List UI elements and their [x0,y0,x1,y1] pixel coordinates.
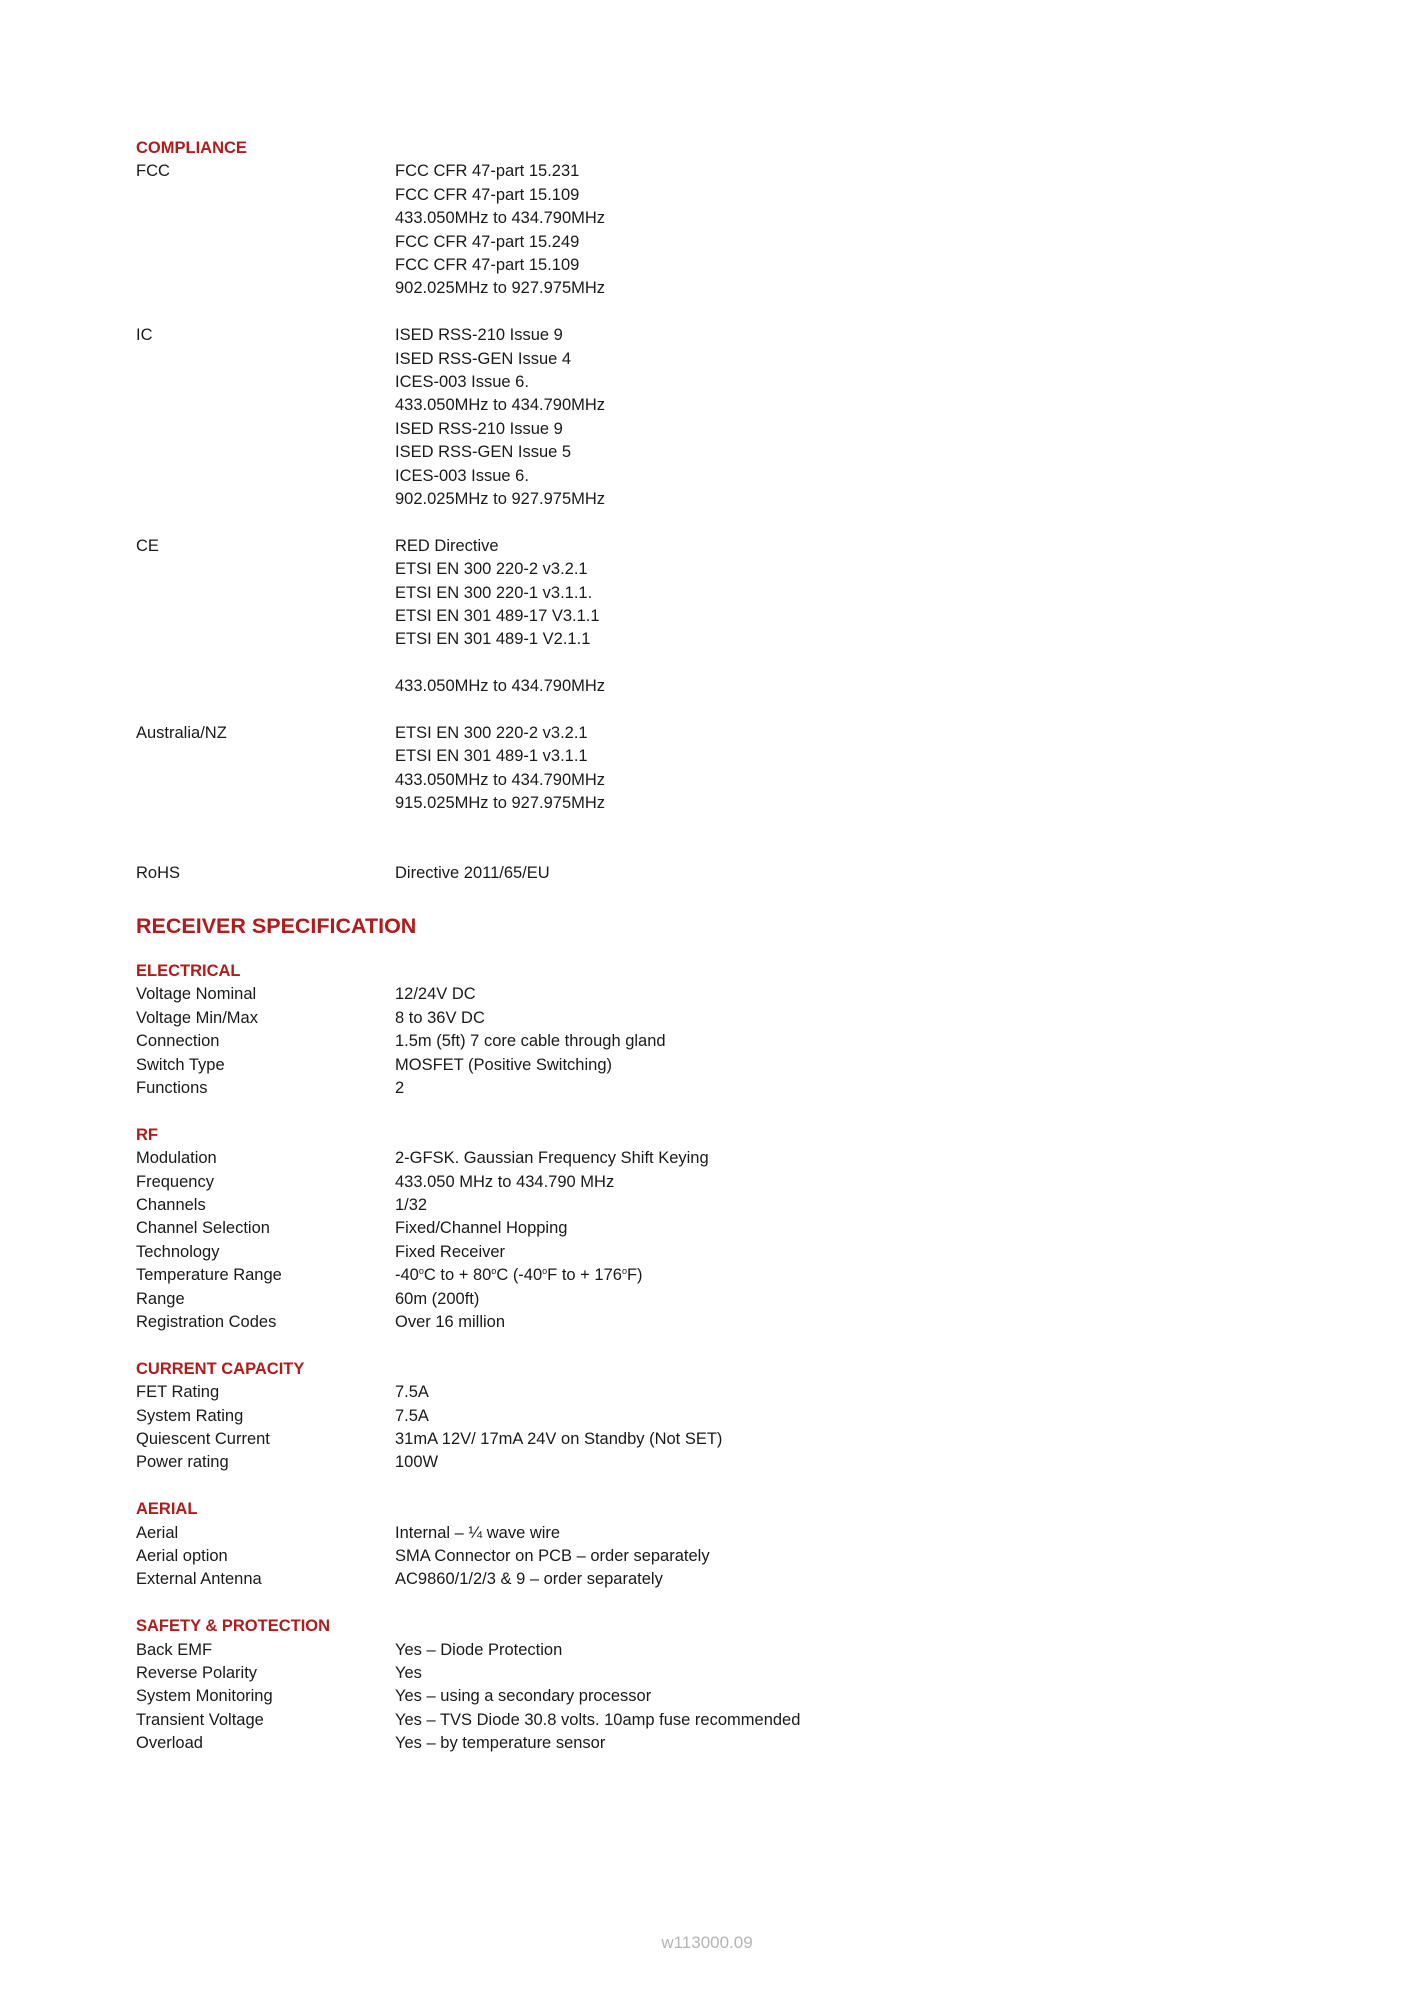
spec-label: Transient Voltage [136,1710,264,1729]
compliance-line: ICES-003 Issue 6. [395,466,529,485]
compliance-group-australia-nz [136,722,1276,816]
compliance-label: CE [136,536,159,555]
spec-row [136,1568,1276,1591]
spec-label: Voltage Nominal [136,985,257,1004]
compliance-line: Directive 2011/65/EU [395,864,550,883]
spec-value: 2 [395,1078,405,1097]
temp-part: C (-40 [496,1266,543,1285]
temperature-range-value [395,1264,643,1287]
spec-row [136,1077,1276,1100]
compliance-label: RoHS [136,864,181,883]
spec-row [136,1030,1276,1053]
compliance-line: ETSI EN 301 489-1 V2.1.1 [395,630,591,649]
compliance-line: ISED RSS-GEN Issue 4 [395,349,572,368]
spec-row [136,1662,1276,1685]
compliance-line [395,652,605,675]
current-capacity-heading: CURRENT CAPACITY [136,1359,305,1378]
spec-label: Power rating [136,1453,229,1472]
spec-value: 2-GFSK. Gaussian Frequency Shift Keying [395,1149,709,1168]
spec-value: Yes – TVS Diode 30.8 volts. 10amp fuse recommended [395,1710,801,1729]
spec-label: Switch Type [136,1055,225,1074]
electrical-heading: ELECTRICAL [136,961,241,980]
compliance-line: ETSI EN 301 489-17 V3.1.1 [395,607,600,626]
compliance-line: FCC CFR 47-part 15.109 [395,256,580,275]
spec-value: Fixed Receiver [395,1242,506,1261]
compliance-line: FCC CFR 47-part 15.249 [395,232,580,251]
spec-value: AC9860/1/2/3 & 9 – order separately [395,1570,663,1589]
compliance-group-rohs [136,862,1276,885]
spec-value: 433.050 MHz to 434.790 MHz [395,1172,615,1191]
compliance-values [395,160,605,300]
compliance-label: IC [136,326,153,345]
spec-value: 1.5m (5ft) 7 core cable through gland [395,1032,666,1051]
spec-row [136,1709,1276,1732]
spec-row [136,1685,1276,1708]
spec-row [136,1451,1276,1474]
spec-row [136,1428,1276,1451]
spec-row [136,1545,1276,1568]
compliance-group-fcc [136,160,1276,300]
compliance-line: ETSI EN 300 220-2 v3.2.1 [395,724,588,743]
compliance-line: ETSI EN 300 220-1 v3.1.1. [395,583,593,602]
compliance-line: 902.025MHz to 927.975MHz [395,279,606,298]
spec-label: Quiescent Current [136,1429,270,1448]
degree-sup: o [621,1266,627,1277]
compliance-line: 902.025MHz to 927.975MHz [395,490,606,509]
safety-protection-section [136,1615,1276,1755]
spec-value: Yes – Diode Protection [395,1640,563,1659]
spec-row [136,1732,1276,1755]
spec-value: 7.5A [395,1383,429,1402]
spec-row [136,1264,1276,1287]
spec-row [136,1381,1276,1404]
compliance-line: 433.050MHz to 434.790MHz [395,770,606,789]
compliance-line: 433.050MHz to 434.790MHz [395,209,606,228]
compliance-line: 433.050MHz to 434.790MHz [395,677,606,696]
compliance-section [136,137,1276,886]
spec-row [136,1217,1276,1240]
spec-row [136,1288,1276,1311]
compliance-group-ce [136,535,1276,699]
temp-part: C to + 80 [423,1266,492,1285]
spec-value: MOSFET (Positive Switching) [395,1055,612,1074]
spec-row [136,1194,1276,1217]
spec-value: Internal – ¼ wave wire [395,1523,561,1542]
spec-row [136,983,1276,1006]
compliance-group-ic [136,324,1276,511]
spec-label: Aerial option [136,1546,228,1565]
spec-label: Frequency [136,1172,214,1191]
spec-value: Fixed/Channel Hopping [395,1219,568,1238]
compliance-line: ISED RSS-GEN Issue 5 [395,443,572,462]
spec-label: Voltage Min/Max [136,1008,258,1027]
degree-sup: o [542,1266,548,1277]
spec-value: Over 16 million [395,1312,506,1331]
temp-part: F) [626,1266,643,1285]
spec-label: Functions [136,1078,208,1097]
electrical-section [136,960,1276,1100]
spec-value: 7.5A [395,1406,429,1425]
spec-label: Range [136,1289,185,1308]
spec-row [136,1405,1276,1428]
spec-row [136,1241,1276,1264]
compliance-line: ICES-003 Issue 6. [395,373,529,392]
aerial-section [136,1498,1276,1592]
spec-row [136,1147,1276,1170]
degree-sup: o [418,1266,424,1277]
compliance-line: ISED RSS-210 Issue 9 [395,419,563,438]
spec-value: 8 to 36V DC [395,1008,485,1027]
spec-label: System Monitoring [136,1687,273,1706]
compliance-line: FCC CFR 47-part 15.231 [395,162,580,181]
spec-document [136,137,1276,1756]
compliance-label: Australia/NZ [136,724,227,743]
spec-value: 31mA 12V/ 17mA 24V on Standby (Not SET) [395,1429,723,1448]
spec-label: Reverse Polarity [136,1663,258,1682]
spec-value: 12/24V DC [395,985,476,1004]
spec-row [136,1054,1276,1077]
spec-label: Overload [136,1734,203,1753]
compliance-label: FCC [136,162,170,181]
aerial-heading: AERIAL [136,1500,198,1519]
spec-label: Temperature Range [136,1266,282,1285]
spec-label: Channel Selection [136,1219,270,1238]
compliance-line: FCC CFR 47-part 15.109 [395,185,580,204]
receiver-spec-heading: RECEIVER SPECIFICATION [136,913,417,938]
document-code-footer: w113000.09 [661,1933,753,1952]
spec-label: FET Rating [136,1383,220,1402]
compliance-line: 433.050MHz to 434.790MHz [395,396,606,415]
rf-heading: RF [136,1125,158,1144]
temp-part: -40 [395,1266,419,1285]
spec-label: Channels [136,1195,206,1214]
safety-protection-heading: SAFETY & PROTECTION [136,1617,331,1636]
compliance-line: 915.025MHz to 927.975MHz [395,794,606,813]
compliance-values [395,862,550,885]
spec-value: Yes – using a secondary processor [395,1687,652,1706]
spec-row [136,1171,1276,1194]
compliance-values [395,324,605,511]
spec-label: Modulation [136,1149,217,1168]
compliance-line: ETSI EN 301 489-1 v3.1.1 [395,747,588,766]
rf-section [136,1124,1276,1335]
spec-label: Aerial [136,1523,179,1542]
compliance-values [395,535,605,699]
compliance-heading: COMPLIANCE [136,139,247,157]
spec-label: Back EMF [136,1640,213,1659]
spec-row [136,1522,1276,1545]
spec-value: Yes [395,1663,422,1682]
spec-row [136,1311,1276,1334]
compliance-line: ETSI EN 300 220-2 v3.2.1 [395,560,588,579]
spec-label: Registration Codes [136,1312,277,1331]
spec-value: 100W [395,1453,439,1472]
spec-value: Yes – by temperature sensor [395,1734,606,1753]
spec-label: External Antenna [136,1570,262,1589]
degree-sup: o [491,1266,497,1277]
spec-value: 60m (200ft) [395,1289,480,1308]
spec-label: System Rating [136,1406,244,1425]
compliance-line: RED Directive [395,536,499,555]
temp-part: F to + 176 [547,1266,622,1285]
spec-value: 1/32 [395,1195,428,1214]
compliance-line: ISED RSS-210 Issue 9 [395,326,563,345]
compliance-values [395,722,605,816]
spec-label: Technology [136,1242,220,1261]
spec-row [136,1007,1276,1030]
current-capacity-section [136,1358,1276,1475]
spec-value: SMA Connector on PCB – order separately [395,1546,710,1565]
spec-row [136,1639,1276,1662]
spec-label: Connection [136,1032,220,1051]
